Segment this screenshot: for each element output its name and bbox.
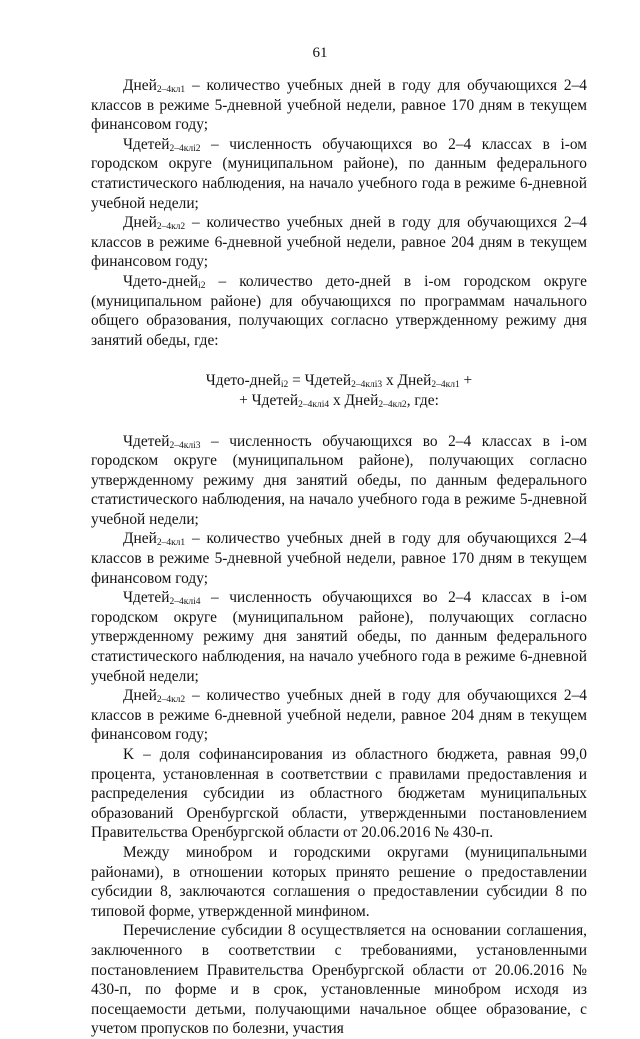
spacer <box>91 350 587 371</box>
paragraph: K – доля софинансирования из областного бюджета, равная 99,0 процента, установленная в соответствии с правилами предоставления и распределения субсидии из областного бюджетам муниципальных образований Оренбургской области, утвержденными постановлением Правительства Оренбургской области от 20.06.2016 № 430-п. <box>91 746 587 842</box>
formula-line-1: Чдето-дней$_{i2}$ = Чдетей$_{2-4клi3}$ x Дней$_{2-4кл1}$ + <box>205 372 473 391</box>
page-number: 61 <box>312 45 328 61</box>
paragraph: Чдетей$_{2-4клi2}$ – численность обучающихся во 2–4 классах в i-ом городском округе (муниципальном районе), по данным федерального статистического наблюдения, на начало учебного года в режиме 6-дневной учебной недели; <box>91 135 587 212</box>
paragraph: Чдетей$_{2-4клi4}$ – численность обучающихся во 2–4 классах в i-ом городском округе (муниципальном районе), получающих согласно утвержденному режиму дня занятий обеды, по данным федерального статистического наблюдения, на начало учебного года в режиме 6-дневной учебной недели; <box>91 589 587 685</box>
paragraph: Между минобром и городскими округами (муниципальными районами), в отношении которых принято решение о предоставлении субсидии 8, заключаются соглашения о предоставлении субсидии 8 по типовой форме, утвержденной минфином. <box>91 843 587 920</box>
paragraph: Дней$_{2-4кл2}$ – количество учебных дней в году для обучающихся 2–4 классов в режиме 6-дневной учебной недели, равное 204 дням в текущем финансовом году; <box>91 214 587 271</box>
paragraph: Дней$_{2-4кл1}$ – количество учебных дней в году для обучающихся 2–4 классов в режиме 5-дневной учебной недели, равное 170 дням в текущем финансовом году; <box>91 77 587 134</box>
paragraph: Чдето-дней$_{i2}$ – количество дето-дней в i-ом городском округе (муниципальном районе) для обучающихся по программам начального общего образования, получающих согласно утвержденному режиму дня занятий обеды, где: <box>91 272 587 349</box>
paragraph: Чдетей$_{2-4клi3}$ – численность обучающихся во 2–4 классах в i-ом городском округе (муниципальном районе), получающих согласно утвержденному режиму дня занятий обеды, по данным федерального статистического наблюдения, на начало учебного года в режиме 5-дневной учебной недели; <box>91 432 587 528</box>
paragraph: Перечисление субсидии 8 осуществляется на основании соглашения, заключенного в соответствии с требованиями, установленными постановлением Правительства Оренбургской области от 20.06.2016 № 430-п, по форме и в срок, установленные минобром исходя из посещаемости детьми, получающими начальное общее образование, с учетом пропусков по болезни, участия <box>91 922 587 1038</box>
document-body <box>91 76 587 1039</box>
formula-line-2: + Чдетей$_{2-4клi4}$ x Дней$_{2-4кл2}$, где: <box>239 391 439 410</box>
paragraph: Дней$_{2-4кл1}$ – количество учебных дней в году для обучающихся 2–4 классов в режиме 5-дневной учебной недели, равное 170 дням в текущем финансовом году; <box>91 530 587 587</box>
paragraph: Дней$_{2-4кл2}$ – количество учебных дней в году для обучающихся 2–4 классов в режиме 6-дневной учебной недели, равное 204 дням в текущем финансовом году; <box>91 687 587 744</box>
spacer <box>91 411 587 432</box>
